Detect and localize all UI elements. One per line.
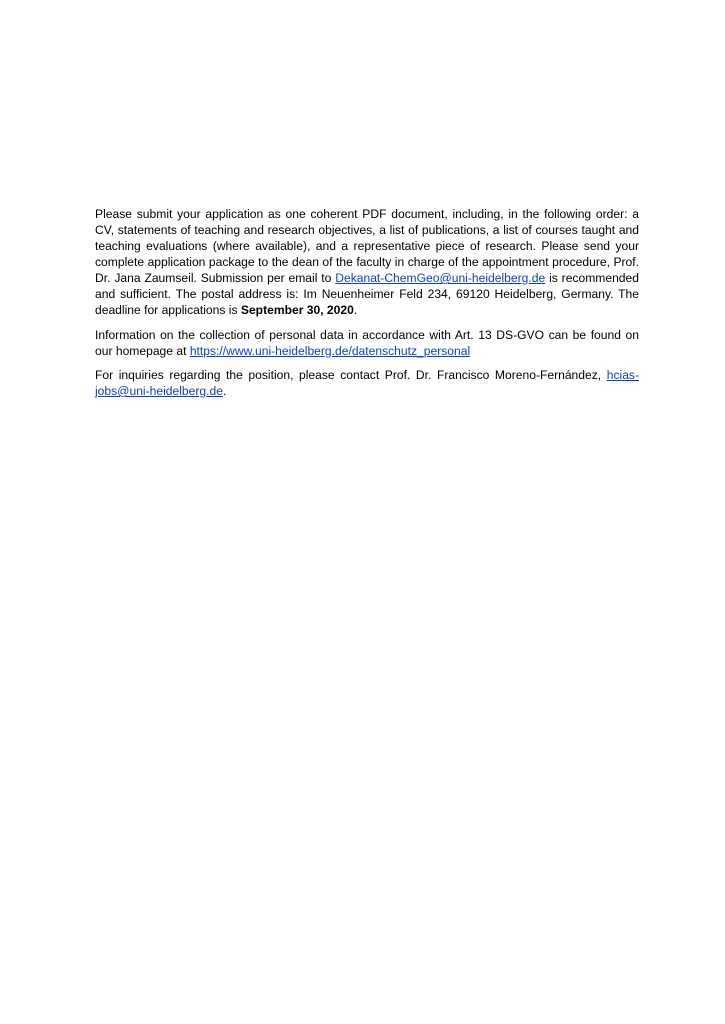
postal-address-text: is recommended and sufficient. The postal address is: Im Neuenheimer Feld 234, 69120 Heidelberg, Germany. The deadline for applications is (95, 271, 639, 317)
data-protection-url-link[interactable]: https://www.uni-heidelberg.de/datenschutz_personal (189, 343, 471, 358)
application-instructions-paragraph (95, 206, 639, 318)
dekanat-email-link[interactable]: Dekanat-ChemGeo@uni-heidelberg.de (335, 271, 546, 285)
hcias-jobs-email-link[interactable]: hcias-jobs@uni-heidelberg.de (95, 368, 639, 398)
inquiries-paragraph (95, 367, 639, 399)
data-protection-text: Information on the collection of personal data in accordance with Art. 13 DS-GVO can be found on our homepage at (95, 327, 639, 358)
document-body (95, 206, 639, 408)
deadline-date: September 30, 2020 (240, 303, 354, 317)
inquiries-end-period: . (222, 384, 227, 398)
paragraph-end-period: . (353, 303, 358, 317)
application-instructions-text: Please submit your application as one coherent PDF document, including, in the following order: a CV, statements of teaching and research objectives, a list of publications, a list of courses taught and teaching evaluations (where available), and a representative piece of research. Please send your complete application package to the dean of the faculty in charge of the appointment procedure, Prof. Dr. Jana Zaumseil. Submission per email to (95, 207, 639, 285)
inquiries-text: For inquiries regarding the position, please contact Prof. Dr. Francisco Moreno-Fernández, (95, 368, 607, 382)
data-protection-paragraph (95, 327, 639, 359)
